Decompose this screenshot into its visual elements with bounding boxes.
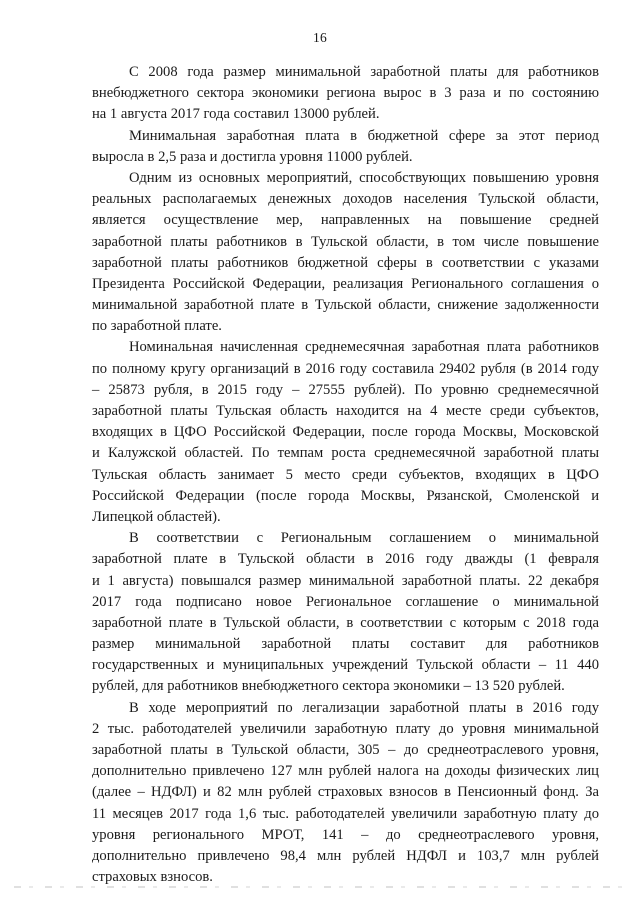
text-line: заработной платы работников в Тульской области, в том числе повышение [92, 233, 599, 250]
text-line: – 25873 рубля, в 2015 году – 27555 рублей). По уровню среднемесячной [92, 381, 599, 398]
text-line: Номинальная начисленная среднемесячная заработная плата работников [129, 339, 599, 356]
text-line: и Калужской областей. По темпам роста среднемесячной заработной платы [92, 445, 599, 462]
text-line: входящих в ЦФО Российской Федерации, после города Москвы, Московской [92, 424, 599, 441]
text-line: Липецкой областей). [92, 508, 221, 525]
text-line: С 2008 года размер минимальной заработной платы для работников [129, 64, 599, 80]
text-line: минимальной заработной плате в Тульской области, снижение задолженности [92, 297, 599, 314]
text-line: (далее – НДФЛ) и 82 млн рублей страховых взносов в Пенсионный фонд. За [92, 784, 599, 801]
text-line: Российской Федерации (после города Москвы, Рязанской, Смоленской и [92, 487, 599, 504]
paragraph [92, 337, 599, 528]
text-line: реальных располагаемых денежных доходов населения Тульской области, [92, 191, 599, 208]
text-line: внебюджетного сектора экономики региона вырос в 3 раза и по состоянию [92, 85, 599, 102]
text-line: дополнительно привлечено 98,4 млн рублей НДФЛ и 103,7 млн рублей [92, 847, 599, 864]
text-line: Президента Российской Федерации, реализация Регионального соглашения о [92, 275, 599, 292]
paragraph [92, 126, 599, 168]
paragraph [92, 528, 599, 698]
text-line: заработной плате в Тульской области в 2016 году дважды (1 февраля [92, 551, 599, 568]
text-line: по заработной плате. [92, 318, 222, 335]
text-line: является осуществление мер, направленных на повышение средней [92, 212, 599, 229]
paragraph [92, 62, 599, 126]
text-line: уровня регионального МРОТ, 141 – до среднеотраслевого уровня, [92, 826, 599, 843]
paragraph [92, 698, 599, 889]
text-line: заработной платы Тульская область находится на 4 месте среди субъектов, [92, 403, 599, 419]
text-line: рублей, для работников внебюджетного сектора экономики – 13 520 рублей. [92, 678, 565, 695]
paragraph [92, 168, 599, 338]
text-line: на 1 августа 2017 года составил 13000 рублей. [92, 106, 380, 123]
text-line: 2017 года подписано новое Региональное соглашение о минимальной [92, 593, 599, 610]
scan-artifact [14, 886, 626, 888]
text-line: В соответствии с Региональным соглашением о минимальной [129, 530, 599, 547]
text-line: 2 тыс. работодателей увеличили заработную плату до уровня минимальной [92, 720, 599, 737]
text-line: дополнительно привлечено 127 млн рублей налога на доходы физических лиц [92, 763, 599, 780]
text-line: Одним из основных мероприятий, способствующих повышению уровня [129, 169, 599, 186]
page-number: 16 [312, 30, 328, 45]
text-line: и 1 августа) повышался размер минимальной заработной платы. 22 декабря [92, 572, 599, 589]
text-line: заработной платы работников бюджетной сферы в соответствии с указами [92, 254, 599, 271]
text-line: В ходе мероприятий по легализации заработной платы в 2016 году [129, 699, 599, 716]
text-line: заработной плате в Тульской области, в соответствии с которым с 2018 года [92, 614, 599, 631]
text-line: выросла в 2,5 раза и достигла уровня 11000 рублей. [92, 148, 413, 165]
document-body [92, 62, 599, 888]
text-line: страховых взносов. [92, 869, 213, 886]
text-line: Тульская область занимает 5 место среди субъектов, входящих в ЦФО [92, 466, 599, 483]
text-line: заработной платы в Тульской области, 305 – до среднеотраслевого уровня, [92, 742, 599, 758]
text-line: государственных и муниципальных учреждений Тульской области – 11 440 [92, 657, 599, 674]
text-line: по полному кругу организаций в 2016 году составила 29402 рубля (в 2014 году [92, 360, 599, 377]
text-line: 11 месяцев 2017 года 1,6 тыс. работодателей увеличили заработную плату до [92, 805, 599, 822]
text-line: размер минимальной заработной платы составит для работников [92, 636, 599, 653]
text-line: Минимальная заработная плата в бюджетной сфере за этот период [129, 127, 599, 144]
